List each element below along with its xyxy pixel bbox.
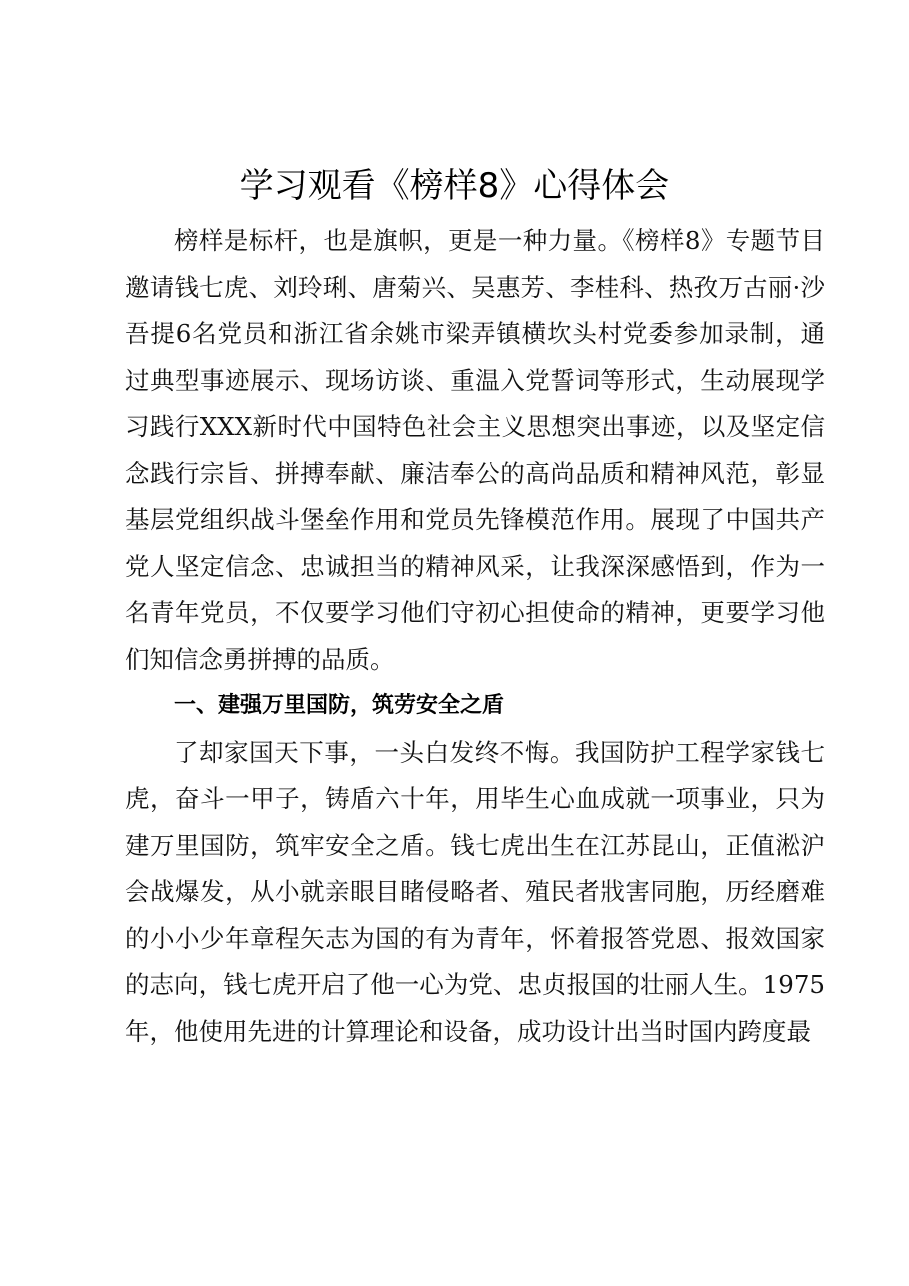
document-body [125,218,825,1055]
section-paragraph: 了却家国天下事，一头白发终不悔。我国防护工程学家钱七虎，奋斗一甲子，铸盾六十年，用毕生心血成就一项事业，只为建万里国防，筑牢安全之盾。钱七虎出生在江苏昆山，正值淞沪会战爆发，从小就亲眼目睹侵略者、殖民者戕害同胞，历经磨难的小小少年章程矢志为国的有为青年，怀着报答党恩、报效国家的志向，钱七虎开启了他一心为党、忠贞报国的壮丽人生。1975年，他使用先进的计算理论和设备，成功设计出当时国内跨度最 [125,737,825,1046]
intro-paragraph: 榜样是标杆，也是旗帜，更是一种力量。《榜样8》专题节目邀请钱七虎、刘玲琍、唐菊兴、吴惠芳、李桂科、热孜万古丽·沙吾提6名党员和浙江省余姚市梁弄镇横坎头村党委参加录制，通过典型事迹展示、现场访谈、重温入党誓词等形式，生动展现学习践行XXX新时代中国特色社会主义思想突出事迹，以及坚定信念践行宗旨、拼搏奉献、廉洁奉公的高尚品质和精神风范，彰显基层党组织战斗堡垒作用和党员先锋模范作用。展现了中国共产党人坚定信念、忠诚担当的精神风采，让我深深感悟到，作为一名青年党员，不仅要学习他们守初心担使命的精神，更要学习他们知信念勇拼搏的品质。 [125,226,825,674]
section-heading: 一、建强万里国防，筑劳安全之盾 [174,693,505,718]
document-title: 学习观看《榜样8》心得体会 [239,166,670,206]
